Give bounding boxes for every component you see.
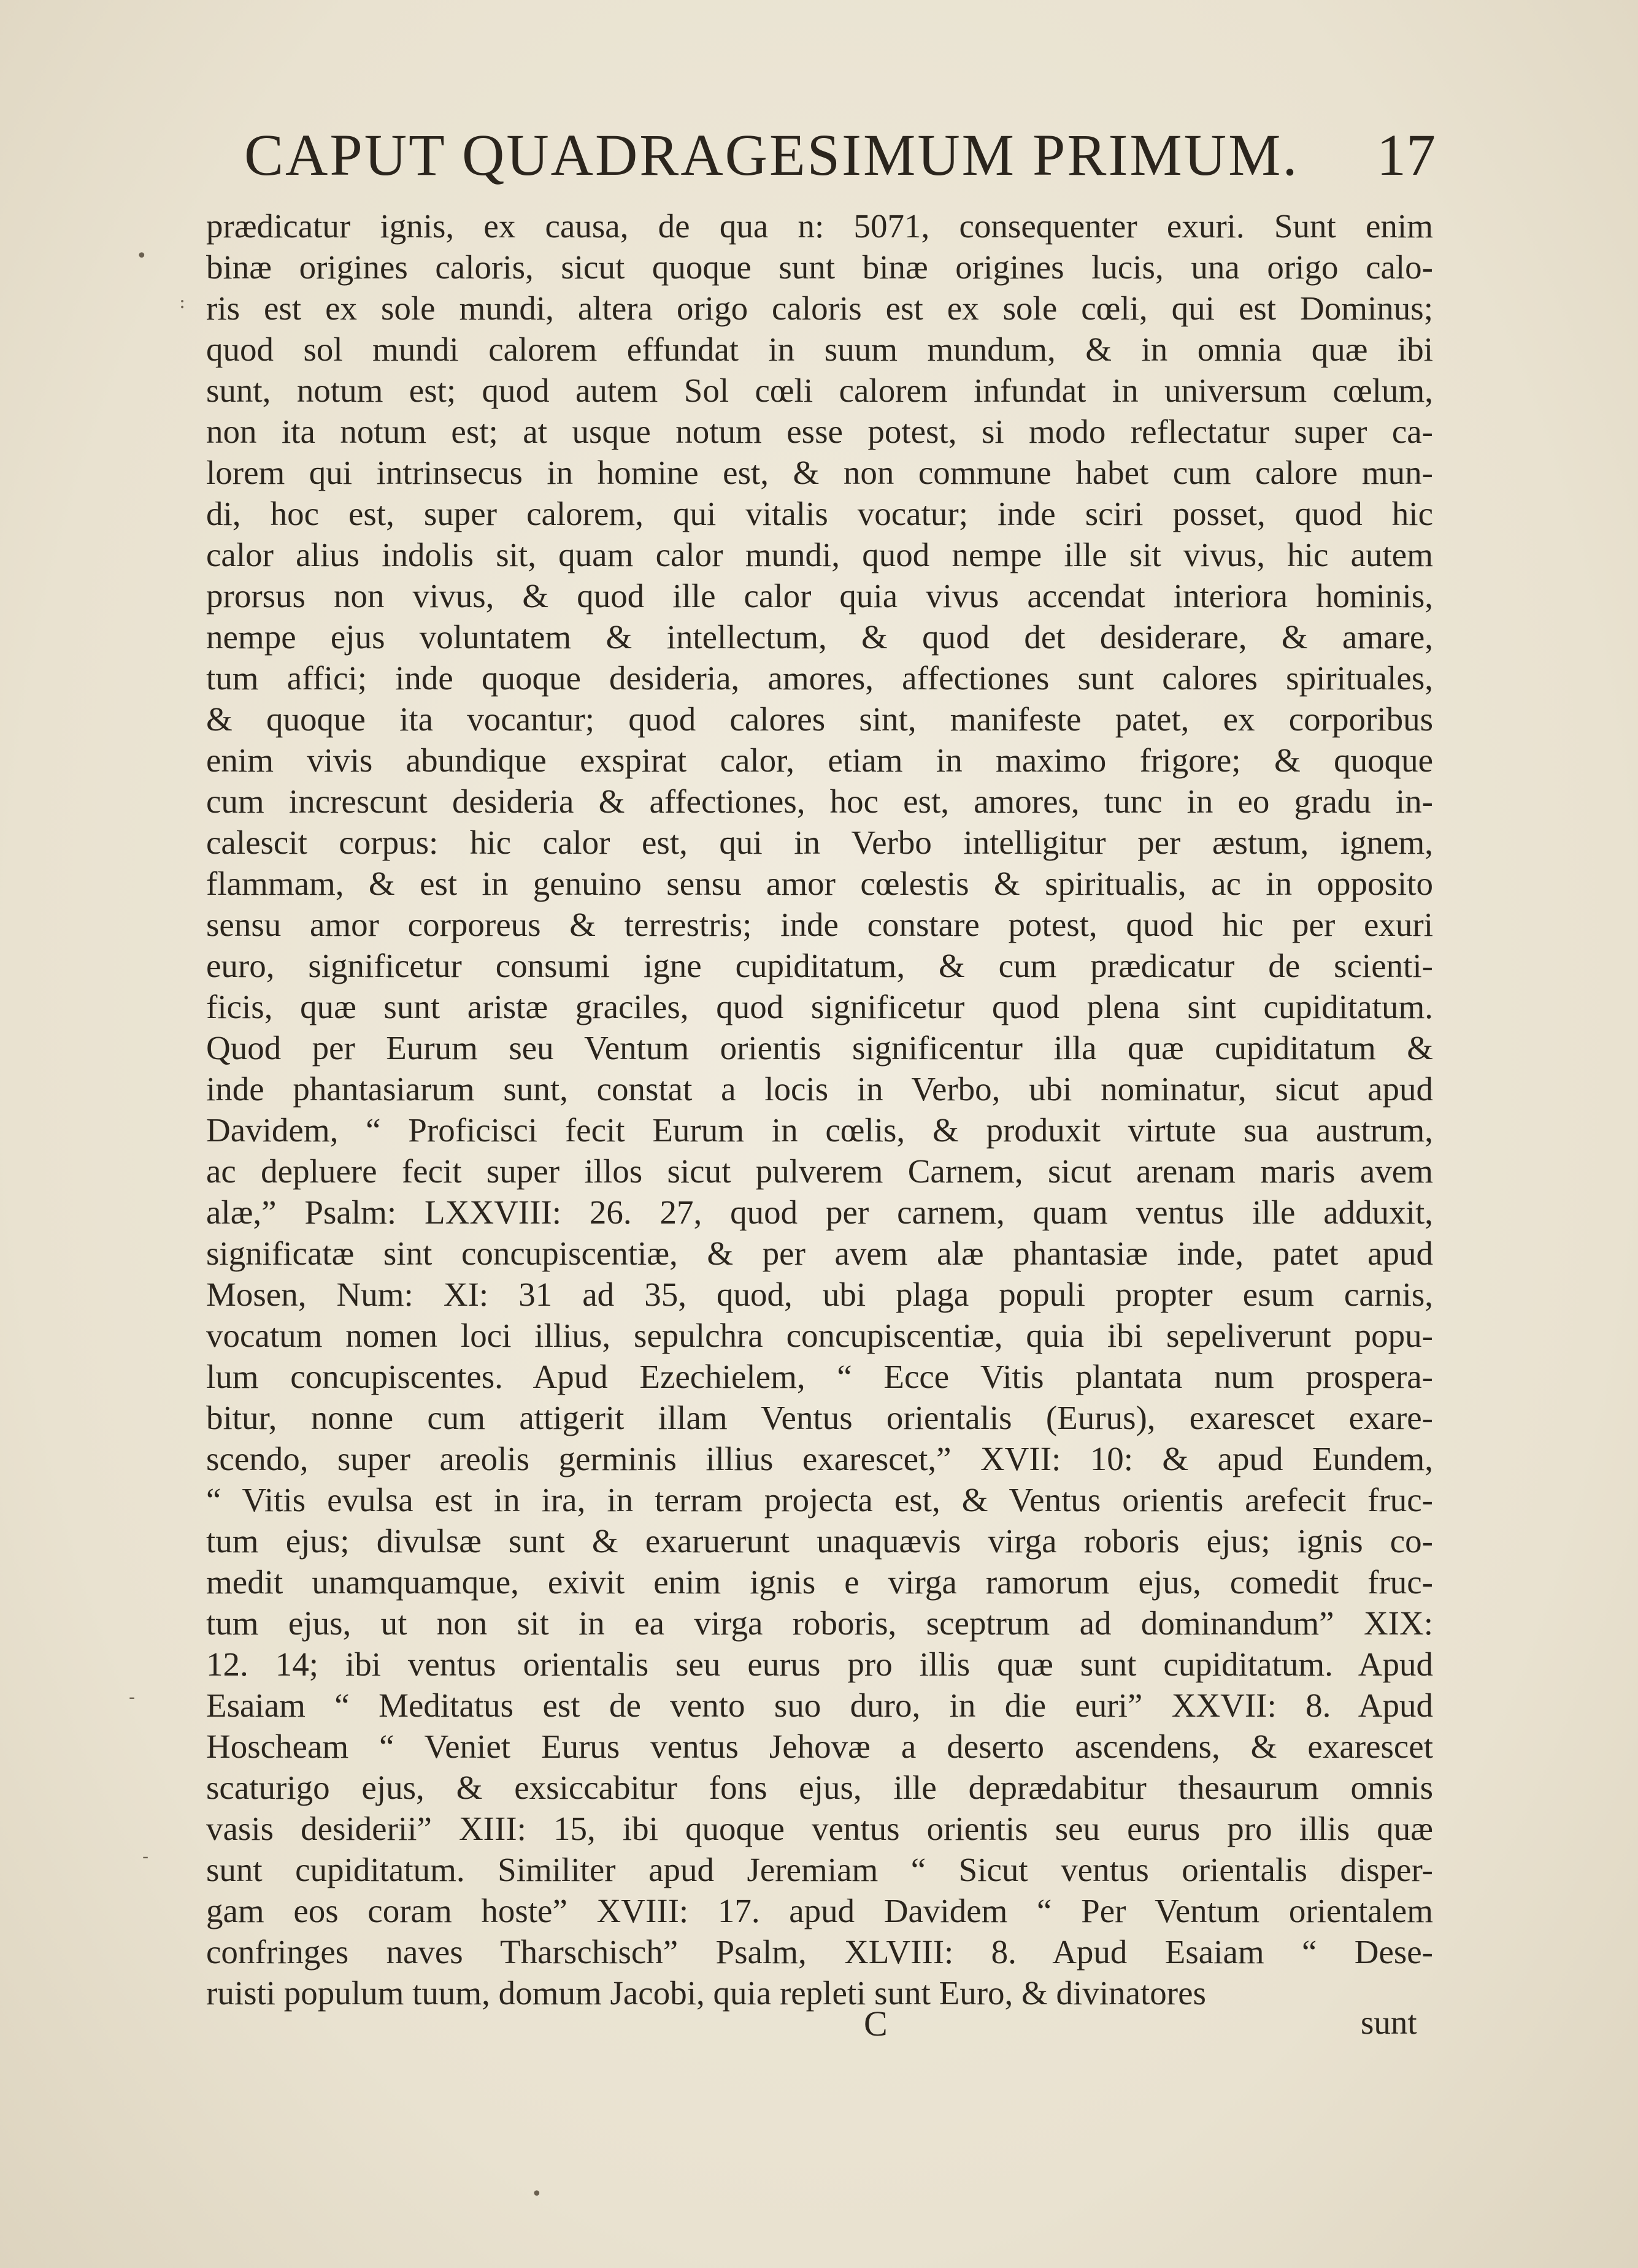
text-line: sunt, notum est; quod autem Sol cœli calorem infundat in universum cœlum, [206,372,1433,409]
text-line: confringes naves Tharschisch” Psalm, XLVIII: 8. Apud Esaiam “ Dese- [206,1933,1433,1971]
body-text [206,205,1433,2013]
text-line: calescit corpus: hic calor est, qui in Verbo intelligitur per æstum, ignem, [206,824,1433,861]
catchword: sunt [1361,2004,1417,2041]
text-line: scendo, super areolis germinis illius exarescet,” XVII: 10: & apud Eundem, [206,1440,1433,1477]
text-line: ris est ex sole mundi, altera origo caloris est ex sole cœli, qui est Dominus; [206,289,1433,327]
margin-dot: - [142,1846,149,1868]
margin-dot: • [136,245,147,267]
text-line: “ Vitis evulsa est in ira, in terram projecta est, & Ventus orientis arefecit fruc- [206,1481,1433,1519]
text-line: vasis desiderii” XIII: 15, ibi quoque ventus orientis seu eurus pro illis quæ [206,1810,1433,1847]
text-line: di, hoc est, super calorem, qui vitalis vocatur; inde sciri posset, quod hic [206,495,1433,532]
text-line: Esaiam “ Meditatus est de vento suo duro, in die euri” XXVII: 8. Apud [206,1687,1433,1724]
text-line: quod sol mundi calorem effundat in suum mundum, & in omnia quæ ibi [206,331,1433,368]
text-line: bitur, nonne cum attigerit illam Ventus orientalis (Eurus), exarescet exare- [206,1399,1433,1436]
text-line: tum ejus; divulsæ sunt & exaruerunt unaquævis virga roboris ejus; ignis co- [206,1522,1433,1560]
text-line: significatæ sint concupiscentiæ, & per avem alæ phantasiæ inde, patet apud [206,1235,1433,1272]
text-line: ficis, quæ sunt aristæ graciles, quod significetur quod plena sint cupiditatum. [206,988,1433,1025]
text-line: & quoque ita vocantur; quod calores sint, manifeste patet, ex corporibus [206,700,1433,738]
text-line: Mosen, Num: XI: 31 ad 35, quod, ubi plaga populi propter esum carnis, [206,1276,1433,1313]
signature-mark: C [864,2004,888,2044]
text-line: 12. 14; ibi ventus orientalis seu eurus pro illis quæ sunt cupiditatum. Apud [206,1645,1433,1683]
margin-dot: - [129,1687,136,1708]
text-line: Hoscheam “ Veniet Eurus ventus Jehovæ a deserto ascendens, & exarescet [206,1728,1433,1765]
text-line: alæ,” Psalm: LXXVIII: 26. 27, quod per carnem, quam ventus ille adduxit, [206,1193,1433,1231]
text-line: Quod per Eurum seu Ventum orientis significentur illa quæ cupiditatum & [206,1029,1433,1067]
margin-dot: • [531,2183,542,2205]
text-line: gam eos coram hoste” XVIII: 17. apud Davidem “ Per Ventum orientalem [206,1892,1433,1929]
text-line: lum concupiscentes. Apud Ezechielem, “ Ecce Vitis plantata num prosperа- [206,1358,1433,1395]
text-line: enim vivis abundique exspirat calor, etiam in maximo frigore; & quoque [206,741,1433,779]
margin-dot: : [179,291,186,313]
text-line: inde phantasiarum sunt, constat a locis in Verbo, ubi nominatur, sicut apud [206,1070,1433,1108]
text-line: lorem qui intrinsecus in homine est, & non commune habet cum calore mun- [206,454,1433,491]
text-line: flammam, & est in genuino sensu amor cœlestis & spiritualis, ac in opposito [206,865,1433,902]
text-line: scaturigo ejus, & exsiccabitur fons ejus, ille deprædabitur thesaurum omnis [206,1769,1433,1806]
text-line: prædicatur ignis, ex causa, de qua n: 5071, consequenter exuri. Sunt enim [206,207,1433,245]
text-line: ac depluere fecit super illos sicut pulverem Carnem, sicut arenam maris avem [206,1152,1433,1190]
text-line: vocatum nomen loci illius, sepulchra concupiscentiæ, quia ibi sepeliverunt popu- [206,1317,1433,1354]
text-line: calor alius indolis sit, quam calor mundi, quod nempe ille sit vivus, hic autem [206,536,1433,573]
text-line: medit unamquamque, exivit enim ignis e virga ramorum ejus, comedit fruc- [206,1563,1433,1601]
text-line: euro, significetur consumi igne cupiditatum, & cum prædicatur de scienti- [206,947,1433,984]
text-line: sensu amor corporeus & terrestris; inde constare potest, quod hic per exuri [206,906,1433,943]
text-line: ruisti populum tuum, domum Jacobi, quia repleti sunt Euro, & divinatores [206,1974,1206,2012]
text-line: Davidem, “ Proficisci fecit Eurum in cœlis, & produxit virtute sua austrum, [206,1111,1433,1149]
page-number: 17 [1377,122,1436,188]
text-line: sunt cupiditatum. Similiter apud Jeremiam “ Sicut ventus orientalis disper- [206,1851,1433,1888]
running-head [244,121,1436,189]
chapter-title: CAPUT QUADRAGESIMUM PRIMUM. [244,122,1299,188]
text-line: nempe ejus voluntatem & intellectum, & quod det desiderare, & amare, [206,618,1433,656]
text-line: tum ejus, ut non sit in ea virga roboris, sceptrum ad dominandum” XIX: [206,1604,1433,1642]
text-line: non ita notum est; at usque notum esse potest, si modo reflectatur super ca- [206,413,1433,450]
text-line: binæ origines caloris, sicut quoque sunt binæ origines lucis, una origo calo- [206,248,1433,286]
text-line: tum affici; inde quoque desideria, amores, affectiones sunt calores spirituales, [206,659,1433,697]
text-line: prorsus non vivus, & quod ille calor quia vivus accendat interiora hominis, [206,577,1433,615]
text-line: cum increscunt desideria & affectiones, hoc est, amores, tunc in eo gradu in- [206,783,1433,820]
